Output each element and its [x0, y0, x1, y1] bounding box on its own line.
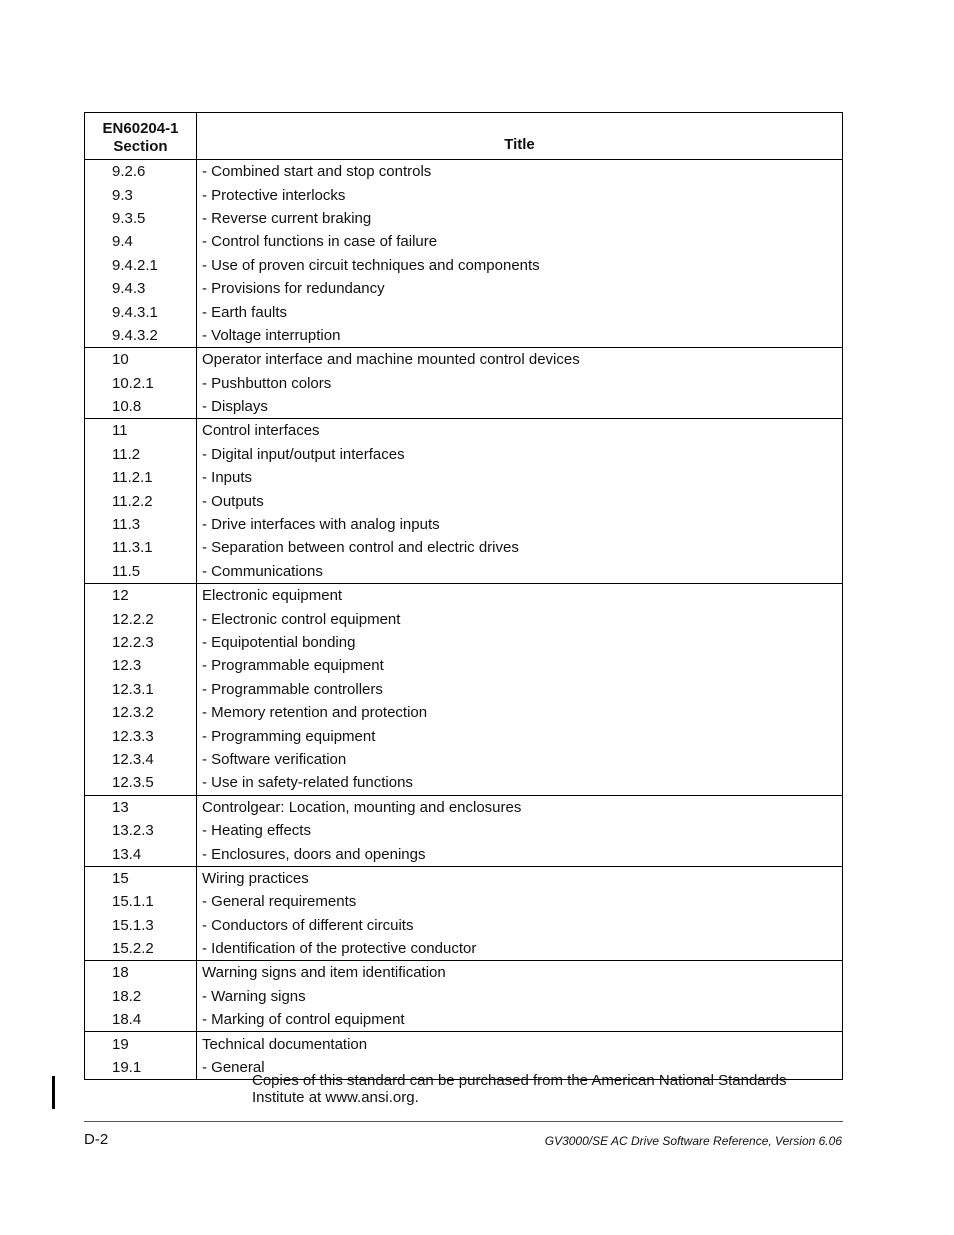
section-number-cell: 11.2.2 [85, 489, 197, 512]
table-row [85, 607, 843, 630]
section-number-cell: 10 [85, 348, 197, 372]
section-number-cell: 10.2.1 [85, 372, 197, 395]
table-row [85, 914, 843, 937]
section-number-cell: 12.3.2 [85, 701, 197, 724]
section-title-cell: - Digital input/output interfaces [197, 443, 843, 466]
footer-divider [84, 1121, 843, 1122]
table-row [85, 466, 843, 489]
table-row [85, 536, 843, 559]
section-title-cell: - Inputs [197, 466, 843, 489]
table-header-row [85, 113, 843, 160]
section-title-cell: - Pushbutton colors [197, 372, 843, 395]
section-title-cell: - General requirements [197, 890, 843, 913]
section-number-cell: 12.3.5 [85, 771, 197, 795]
table-row [85, 678, 843, 701]
section-title-cell: - Memory retention and protection [197, 701, 843, 724]
section-number-cell: 9.4.2.1 [85, 254, 197, 277]
section-number-cell: 12.3.4 [85, 748, 197, 771]
section-title-cell: Electronic equipment [197, 584, 843, 608]
table-row [85, 419, 843, 443]
standards-note: Copies of this standard can be purchased from the American National Standards Institute at www.ansi.org. [252, 1072, 787, 1106]
section-number-cell: 9.4 [85, 230, 197, 253]
title-column-header: Title [197, 113, 843, 160]
section-title-cell: - Displays [197, 395, 843, 419]
section-number-cell: 18.4 [85, 1008, 197, 1032]
section-title-cell: - Use in safety-related functions [197, 771, 843, 795]
table-row [85, 724, 843, 747]
table-row [85, 1008, 843, 1032]
section-title-cell: Warning signs and item identification [197, 961, 843, 985]
table-row [85, 866, 843, 890]
section-number-cell: 18.2 [85, 985, 197, 1008]
section-title-cell: - Reverse current braking [197, 207, 843, 230]
table-row [85, 443, 843, 466]
section-number-cell: 10.8 [85, 395, 197, 419]
section-number-cell: 11.2 [85, 443, 197, 466]
section-number-cell: 13 [85, 795, 197, 819]
table-row [85, 395, 843, 419]
section-number-cell: 13.2.3 [85, 819, 197, 842]
table-row [85, 819, 843, 842]
table-row [85, 300, 843, 323]
section-title-cell: - Warning signs [197, 985, 843, 1008]
section-number-cell: 12.2.3 [85, 631, 197, 654]
table-row [85, 183, 843, 206]
section-title-cell: - Outputs [197, 489, 843, 512]
table-row [85, 654, 843, 677]
table-row [85, 489, 843, 512]
section-title-cell: - Drive interfaces with analog inputs [197, 513, 843, 536]
section-title-cell: - Software verification [197, 748, 843, 771]
table-row [85, 985, 843, 1008]
section-title-cell: Operator interface and machine mounted control devices [197, 348, 843, 372]
change-bar [52, 1076, 55, 1109]
section-header-line-2: Section [113, 138, 168, 155]
table-row [85, 795, 843, 819]
section-number-cell: 12.3.3 [85, 724, 197, 747]
section-number-cell: 11.3 [85, 513, 197, 536]
section-title-cell: - Use of proven circuit techniques and components [197, 254, 843, 277]
table-row [85, 842, 843, 866]
section-title-cell: - Combined start and stop controls [197, 160, 843, 184]
section-number-cell: 15.2.2 [85, 937, 197, 961]
section-title-cell: Controlgear: Location, mounting and enclosures [197, 795, 843, 819]
document-reference: GV3000/SE AC Drive Software Reference, Version 6.06 [544, 1134, 842, 1148]
table-row [85, 771, 843, 795]
section-number-cell: 18 [85, 961, 197, 985]
page-number: D-2 [84, 1131, 109, 1148]
section-number-cell: 12 [85, 584, 197, 608]
section-title-cell: - Conductors of different circuits [197, 914, 843, 937]
section-title-cell: - Equipotential bonding [197, 631, 843, 654]
section-number-cell: 9.2.6 [85, 160, 197, 184]
table-row [85, 207, 843, 230]
section-column-header [85, 113, 197, 160]
section-title-cell: - Programmable controllers [197, 678, 843, 701]
section-number-cell: 19 [85, 1032, 197, 1056]
section-title-cell: - Separation between control and electric drives [197, 536, 843, 559]
table-row [85, 890, 843, 913]
section-title-cell: - Heating effects [197, 819, 843, 842]
section-title-cell: - Electronic control equipment [197, 607, 843, 630]
table-row [85, 277, 843, 300]
table-row [85, 1032, 843, 1056]
section-title-cell: Technical documentation [197, 1032, 843, 1056]
section-title-cell: - Earth faults [197, 300, 843, 323]
table-row [85, 160, 843, 184]
table-row [85, 513, 843, 536]
table-row [85, 372, 843, 395]
section-number-cell: 9.4.3.1 [85, 300, 197, 323]
section-title-cell: Wiring practices [197, 866, 843, 890]
section-number-cell: 12.2.2 [85, 607, 197, 630]
section-number-cell: 9.3 [85, 183, 197, 206]
table-row [85, 701, 843, 724]
section-number-cell: 11.3.1 [85, 536, 197, 559]
table-row [85, 348, 843, 372]
section-number-cell: 9.4.3.2 [85, 324, 197, 348]
section-number-cell: 11.5 [85, 560, 197, 584]
table-row [85, 324, 843, 348]
section-number-cell: 13.4 [85, 842, 197, 866]
table-body [85, 160, 843, 1080]
table-row [85, 748, 843, 771]
section-title-cell: - Communications [197, 560, 843, 584]
table-row [85, 230, 843, 253]
section-title-cell: - General [197, 1056, 843, 1080]
section-title-cell: - Programming equipment [197, 724, 843, 747]
table-row [85, 631, 843, 654]
section-title-cell: - Control functions in case of failure [197, 230, 843, 253]
section-number-cell: 12.3 [85, 654, 197, 677]
section-number-cell: 15 [85, 866, 197, 890]
standards-table [84, 112, 843, 1080]
table-row [85, 254, 843, 277]
section-title-cell: Control interfaces [197, 419, 843, 443]
table-row [85, 584, 843, 608]
section-number-cell: 11 [85, 419, 197, 443]
section-title-cell: - Voltage interruption [197, 324, 843, 348]
section-title-cell: - Provisions for redundancy [197, 277, 843, 300]
section-number-cell: 9.4.3 [85, 277, 197, 300]
section-title-cell: - Marking of control equipment [197, 1008, 843, 1032]
section-number-cell: 19.1 [85, 1056, 197, 1080]
section-header-line-1: EN60204-1 [102, 120, 179, 137]
section-title-cell: - Identification of the protective conductor [197, 937, 843, 961]
table-row [85, 961, 843, 985]
section-number-cell: 9.3.5 [85, 207, 197, 230]
section-number-cell: 15.1.3 [85, 914, 197, 937]
table-row [85, 937, 843, 961]
section-number-cell: 11.2.1 [85, 466, 197, 489]
section-number-cell: 12.3.1 [85, 678, 197, 701]
section-number-cell: 15.1.1 [85, 890, 197, 913]
table-row [85, 560, 843, 584]
section-title-cell: - Protective interlocks [197, 183, 843, 206]
section-title-cell: - Programmable equipment [197, 654, 843, 677]
section-title-cell: - Enclosures, doors and openings [197, 842, 843, 866]
